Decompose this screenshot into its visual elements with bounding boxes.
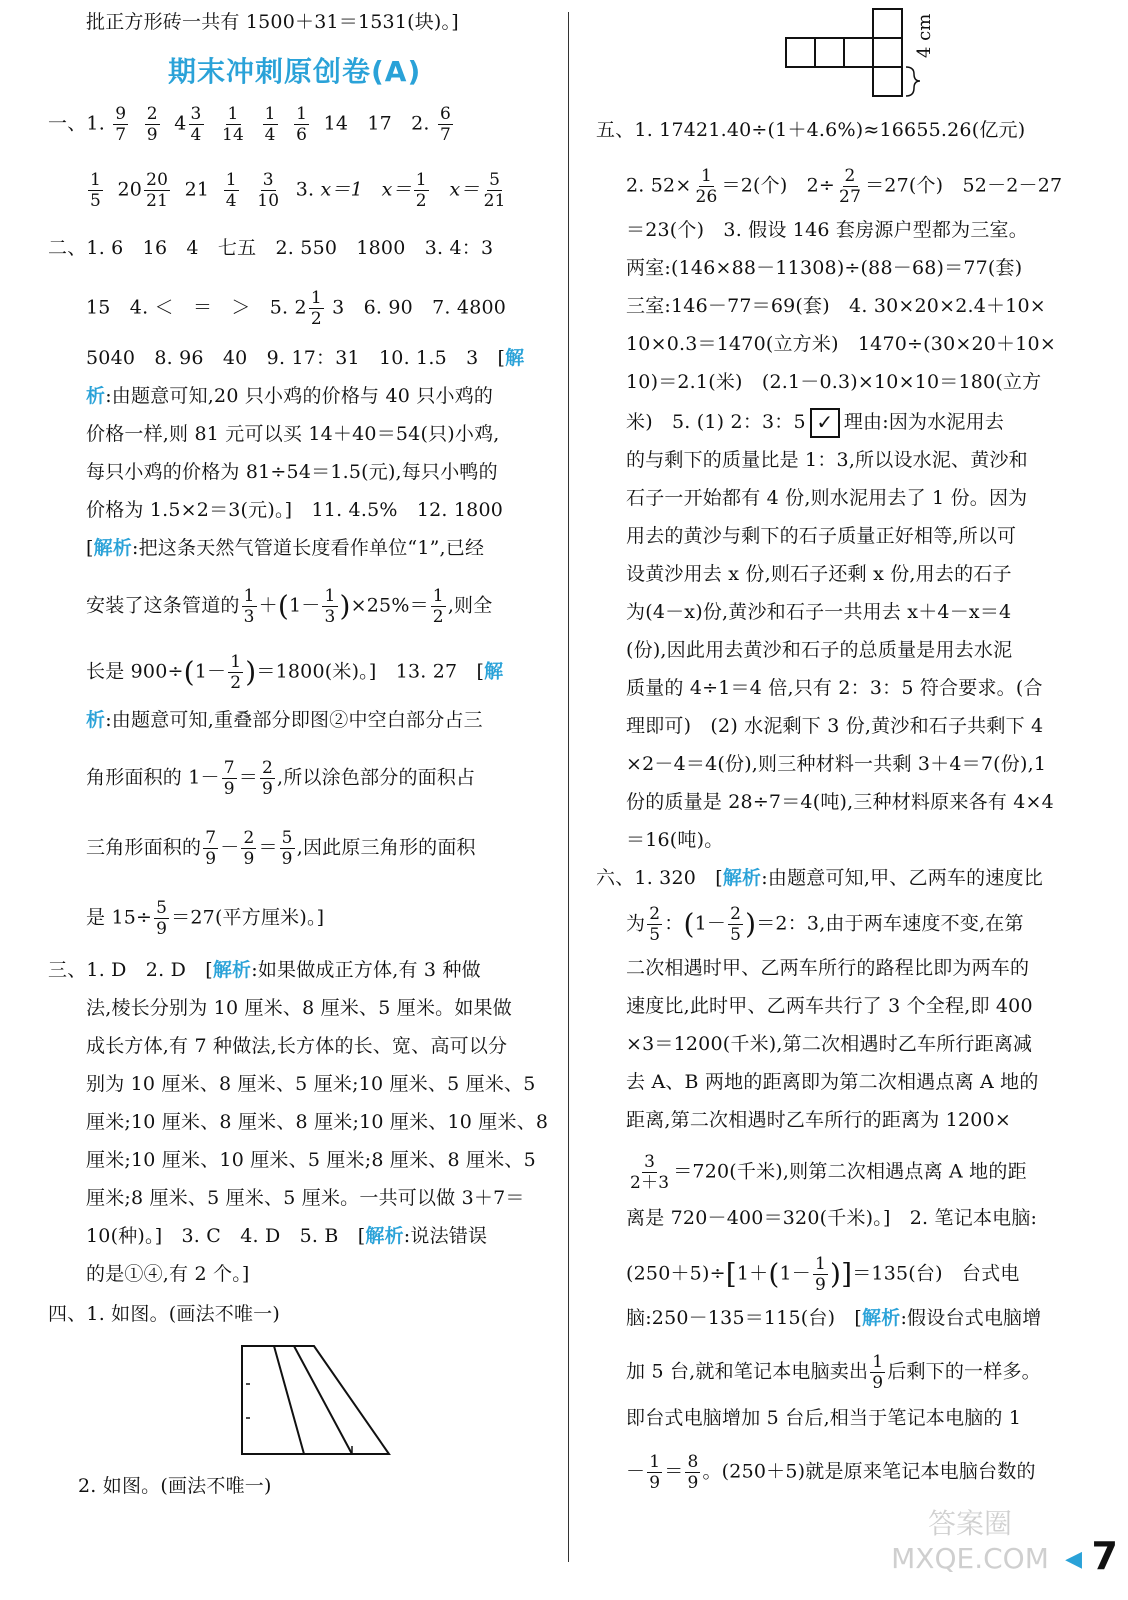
text-line: (份),因此用去黄沙和石子的总质量是用去水泥	[626, 639, 1013, 661]
fraction: $\frac{1}{2}$	[432, 586, 444, 627]
analysis-line: 二次相遇时甲、乙两车所行的路程比即为两车的	[626, 957, 1030, 979]
fraction: $\frac{1}{9}$	[649, 1452, 661, 1493]
answer-line-4-1: 四、1. 如图。(画法不唯一)	[48, 1303, 280, 1325]
parallel-line	[294, 1346, 352, 1454]
trapezoid-outline	[242, 1346, 389, 1454]
watermark-logo: 答案圈 MXQE.COM	[891, 1507, 1049, 1575]
text-line: 石子一开始都有 4 份,则水泥用去了 1 份。因为	[626, 487, 1028, 509]
text-line: 份的质量是 28÷7＝4(吨),三种材料原来各有 4×4	[626, 791, 1054, 813]
analysis-line: 距离,第二次相遇时乙车所行的距离为 1200×	[626, 1109, 1011, 1131]
fraction: $\frac{3}{2+3}$	[630, 1152, 670, 1193]
dimension-label: 4 cm	[914, 13, 935, 58]
parallel-line	[274, 1346, 304, 1454]
fraction: $\frac{5}{21}$	[483, 170, 506, 211]
text-line: 10)＝2.1(米) (2.1－0.3)×10×10＝180(立方	[626, 371, 1042, 393]
section-title: 期末冲刺原创卷(A)	[168, 55, 422, 88]
fraction: $\frac{3}{10}$	[257, 170, 280, 211]
page-arrow-icon: ◀	[1065, 1547, 1082, 1572]
net-square	[815, 38, 844, 67]
fraction: $\frac{1}{2}$	[230, 652, 242, 693]
page-number: 7	[1091, 1534, 1118, 1578]
text-line: 用去的黄沙与剩下的石子质量正好相等,所以可	[626, 525, 1017, 547]
text-line: 理即可) (2) 水泥剩下 3 份,黄沙和石子共剩下 4	[626, 715, 1044, 737]
net-square	[873, 9, 902, 38]
text-line: 三室:146－77＝69(套) 4. 30×20×2.4＋10×	[626, 295, 1046, 317]
text-line: 米) 5. (1) 2：3：5 ✓ 理由:因为水泥用去	[626, 408, 1004, 438]
text-line: 的与剩下的质量比是 1：3,所以设水泥、黄沙和	[626, 449, 1028, 471]
text-line: ＝23(个) 3. 假设 146 套房源户型都为三室。	[626, 219, 1028, 241]
fraction: $\frac{1}{3}$	[243, 586, 255, 627]
answer-line-3-1: 三、1. D 2. D [解析:如果做成正方体,有 3 种做	[48, 959, 481, 981]
answer-line-5-2: 2. 52× $\frac{1}{26}$ ＝2(个) 2÷ $\frac{2}{27}$ ＝27(个) 52－2－27	[626, 166, 1063, 207]
analysis-line: 三角形面积的 $\frac{7}{9}$ － $\frac{2}{9}$ ＝ $\frac{5}{9}$ ,因此原三角形的面积	[86, 828, 476, 869]
fraction: $\frac{1}{9}$	[872, 1352, 884, 1393]
fraction: $\frac{6}{7}$	[439, 104, 451, 145]
answer-line-6-2: 离是 720－400＝320(千米)。] 2. 笔记本电脑:	[626, 1207, 1038, 1229]
analysis-line: $\frac{3}{2+3}$ ＝720(千米),则第二次相遇点离 A 地的距	[630, 1152, 1027, 1193]
analysis-line: 长是 900÷(1－ $\frac{1}{2}$ )＝1800(米)。] 13. 27 [解	[86, 652, 504, 693]
text-line: 设黄沙用去 x 份,则石子还剩 x 份,用去的石子	[626, 563, 1012, 585]
text-line: 质量的 4÷1＝4 倍,只有 2：3：5 符合要求。(合	[626, 677, 1043, 699]
analysis-line: 为 $\frac{2}{5}$ ：(1－ $\frac{2}{5}$ )＝2：3,由于两车速度不变,在第	[626, 904, 1024, 945]
fraction: $\frac{1}{9}$	[814, 1254, 826, 1295]
brace-icon	[906, 67, 920, 96]
fraction: $\frac{2}{9}$	[261, 758, 273, 799]
trapezoid-figure	[234, 1334, 394, 1464]
fraction: $\frac{2}{9}$	[243, 828, 255, 869]
text-line: 10×0.3＝1470(立方米) 1470÷(30×20＋10×	[626, 333, 1056, 355]
fraction: $\frac{2}{5}$	[730, 904, 742, 945]
analysis-line: 角形面积的 1－ $\frac{7}{9}$ ＝ $\frac{2}{9}$ ,所以涂色部分的面积占	[86, 758, 476, 799]
analysis-line: 价格一样,则 81 元可以买 14＋40＝54(只)小鸡,	[86, 423, 500, 445]
fraction: $\frac{20}{21}$	[146, 170, 169, 211]
answer-line-1-1: 一、1. $\frac{9}{7}$ $\frac{2}{9}$ 4 $\frac{3}{4}$ $\frac{1}{14}$ $\frac{1}{4}$ $\frac{1}{6}$ 14 17 2. $\frac{6}{7}$	[48, 104, 451, 145]
answer-line-2-2: 15 4. ＜ ＝ ＞ 5. 2 $\frac{1}{2}$ 3 6. 90 7. 4800	[86, 288, 507, 329]
text-line: 批正方形砖一共有 1500＋31＝1531(块)。]	[86, 11, 459, 33]
fraction: $\frac{1}{5}$	[90, 170, 102, 211]
checkmark-icon: ✓	[810, 408, 840, 438]
analysis-line: ×3＝1200(千米),第二次相遇时乙车所行距离减	[626, 1033, 1033, 1055]
fraction: $\frac{2}{27}$	[839, 166, 862, 207]
fraction: $\frac{8}{9}$	[687, 1452, 699, 1493]
analysis-line: (250＋5)÷[1＋(1－ $\frac{1}{9}$ )]＝135(台) 台式电	[626, 1254, 1020, 1295]
analysis-line: 脑:250－135＝115(台) [解析:假设台式电脑增	[626, 1307, 1042, 1329]
text-line: ×2－4＝4(份),则三种材料一共剩 3＋4＝7(份),1	[626, 753, 1047, 775]
text-line: 为(4－x)份,黄沙和石子一共用去 x＋4－x＝4	[626, 601, 1012, 623]
text-line: ＝16(吨)。	[626, 829, 724, 851]
fraction: $\frac{2}{5}$	[649, 904, 661, 945]
analysis-line: 去 A、B 两地的距离即为第二次相遇点离 A 地的	[626, 1071, 1039, 1093]
answer-line-2-1: 二、1. 6 16 4 七五 2. 550 1800 3. 4：3	[48, 237, 494, 259]
analysis-line: 加 5 台,就和笔记本电脑卖出 $\frac{1}{9}$ 后剩下的一样多。	[626, 1352, 1041, 1393]
analysis-line: 析:由题意可知,20 只小鸡的价格与 40 只小鸡的	[86, 385, 494, 407]
analysis-line: 析:由题意可知,重叠部分即图②中空白部分占三	[86, 709, 483, 731]
net-square	[844, 38, 873, 67]
fraction: $\frac{3}{4}$	[190, 104, 202, 145]
fraction: $\frac{7}{9}$	[205, 828, 217, 869]
analysis-line: 价格为 1.5×2＝3(元)。] 11. 4.5% 12. 1800	[86, 499, 504, 521]
fraction: $\frac{5}{9}$	[156, 898, 168, 939]
answer-line-1-2: $\frac{1}{5}$ 20 $\frac{20}{21}$ 21 $\frac{1}{4}$ $\frac{3}{10}$ 3. x＝1 x＝ $\frac{1}{2}$ x＝ $\frac{5}{21}$	[90, 170, 506, 211]
fraction: $\frac{2}{9}$	[146, 104, 158, 145]
analysis-line: 成长方体,有 7 种做法,长方体的长、宽、高可以分	[86, 1035, 508, 1057]
answer-line-2-3: 5040 8. 96 40 9. 17：31 10. 1.5 3 [解	[86, 347, 525, 369]
answer-line-6-1: 六、1. 320 [解析:由题意可知,甲、乙两车的速度比	[596, 867, 1043, 889]
net-square	[873, 67, 902, 96]
fraction: $\frac{1}{4}$	[264, 104, 276, 145]
fraction: $\frac{1}{2}$	[310, 288, 322, 329]
text-line: 两室:(146×88－11308)÷(88－68)＝77(套)	[626, 257, 1023, 279]
analysis-line: 厘米;10 厘米、10 厘米、5 厘米;8 厘米、8 厘米、5	[86, 1149, 536, 1171]
fraction: $\frac{1}{3}$	[324, 586, 336, 627]
analysis-line: 速度比,此时甲、乙两车共行了 3 个全程,即 400	[626, 995, 1033, 1017]
analysis-line: 即台式电脑增加 5 台后,相当于笔记本电脑的 1	[626, 1407, 1022, 1429]
analysis-line: 厘米;8 厘米、5 厘米、5 厘米。一共可以做 3＋7＝	[86, 1187, 525, 1209]
analysis-line: 是 15÷ $\frac{5}{9}$ ＝27(平方厘米)。]	[86, 898, 325, 939]
fraction: $\frac{9}{7}$	[115, 104, 127, 145]
answer-line-5-1: 五、1. 17421.40÷(1＋4.6%)≈16655.26(亿元)	[596, 119, 1026, 141]
fraction: $\frac{7}{9}$	[223, 758, 235, 799]
analysis-line: [解析:把这条天然气管道长度看作单位“1”,已经	[86, 537, 485, 559]
net-square	[786, 38, 815, 67]
analysis-line: 每只小鸡的价格为 81÷54＝1.5(元),每只小鸭的	[86, 461, 498, 483]
analysis-line: 10(种)。] 3. C 4. D 5. B [解析:说法错误	[86, 1225, 488, 1247]
answer-line-4-2: 2. 如图。(画法不唯一)	[78, 1475, 272, 1497]
fraction: $\frac{1}{4}$	[225, 170, 237, 211]
fraction: $\frac{1}{14}$	[222, 104, 245, 145]
analysis-line: 的是①④,有 2 个。]	[86, 1263, 250, 1285]
analysis-line: 别为 10 厘米、8 厘米、5 厘米;10 厘米、5 厘米、5	[86, 1073, 536, 1095]
analysis-line: 厘米;10 厘米、8 厘米、8 厘米;10 厘米、10 厘米、8	[86, 1111, 549, 1133]
fraction: $\frac{1}{26}$	[695, 166, 718, 207]
fraction: $\frac{5}{9}$	[281, 828, 293, 869]
net-square	[873, 38, 902, 67]
column-divider	[568, 12, 569, 1562]
fraction: $\frac{1}{2}$	[415, 170, 427, 211]
fraction: $\frac{1}{6}$	[296, 104, 308, 145]
analysis-line: 安装了这条管道的 $\frac{1}{3}$ ＋(1－ $\frac{1}{3}$ )×25%＝ $\frac{1}{2}$ ,则全	[86, 586, 493, 627]
analysis-line: － $\frac{1}{9}$ ＝ $\frac{8}{9}$ 。(250＋5)就是原来笔记本电脑台数的	[626, 1452, 1036, 1493]
analysis-line: 法,棱长分别为 10 厘米、8 厘米、5 厘米。如果做	[86, 997, 512, 1019]
